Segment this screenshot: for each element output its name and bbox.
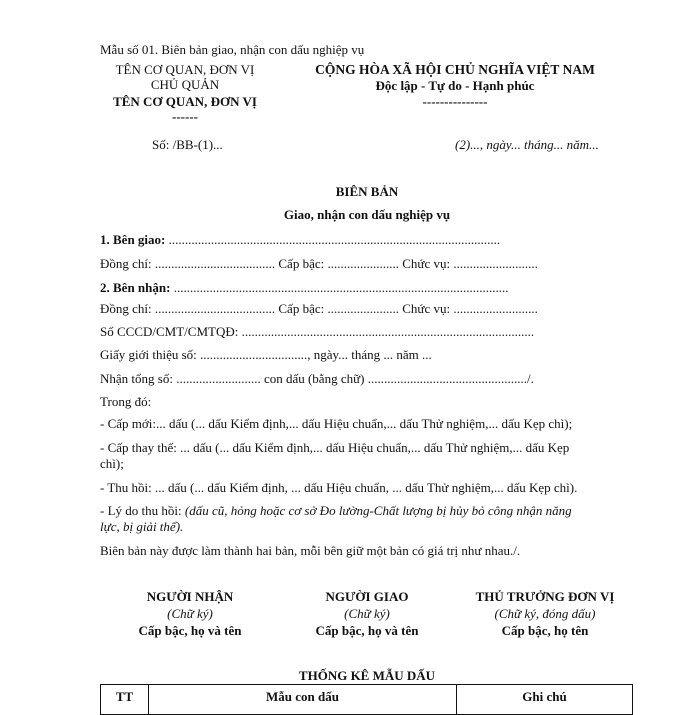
revoke-reason-line-2: lực, bị giải thể). (100, 519, 184, 534)
id-number-line: Số CCCD/CMT/CMTQĐ: .......................................................................................... (100, 324, 535, 339)
signature-giver (272, 588, 462, 639)
document-number: Số: /BB-(1)... (152, 137, 223, 152)
receiver-details: Đồng chí: ..................................... Cấp bậc: ...................... Chức vụ: .......................... (100, 301, 538, 316)
column-header-note: Ghi chú (457, 685, 633, 715)
motto-divider: --------------- (422, 94, 488, 109)
national-header (300, 62, 610, 110)
document-date: (2)..., ngày... tháng... năm... (455, 137, 599, 152)
revoke-reason-line-1 (100, 503, 572, 519)
country-name: CỘNG HÒA XÃ HỘI CHỦ NGHĨA VIỆT NAM (315, 62, 595, 77)
agency-name: TÊN CƠ QUAN, ĐƠN VỊ (113, 94, 257, 109)
section-receiver-dots: ....................................................................................................... (170, 280, 509, 295)
agency-header (95, 62, 275, 124)
stats-title: THỐNG KÊ MẪU DẤU (298, 668, 436, 683)
revoke-reason-text: (dấu cũ, hỏng hoặc cơ sở Đo lường-Chất lượng bị hủy bỏ công nhận năng (184, 503, 572, 518)
introduction-letter-line: Giấy giới thiệu số: ................................., ngày... tháng ... năm ... (100, 347, 432, 362)
column-header-index: TT (101, 685, 149, 715)
parent-agency-line2: CHỦ QUẢN (150, 77, 220, 92)
giver-details: Đồng chí: ..................................... Cấp bậc: ...................... Chức vụ: .......................... (100, 256, 538, 271)
replacement-line-1: - Cấp thay thế: ... dấu (... dấu Kiểm định,... dấu Hiệu chuẩn,... dấu Thử nghiệm,... dấu Kẹp (100, 440, 570, 455)
section-giver-dots: ...................................................................................................... (165, 232, 501, 247)
form-title: Mẫu số 01. Biên bản giao, nhận con dấu nghiệp vụ (100, 42, 365, 57)
among-label: Trong đó: (100, 394, 152, 409)
section-giver (100, 232, 500, 248)
signature-detail: Cấp bậc, họ và tên (315, 623, 419, 638)
signature-note: (Chữ ký) (167, 606, 213, 621)
signature-head (450, 588, 640, 639)
parent-agency-line1: TÊN CƠ QUAN, ĐƠN VỊ (115, 62, 255, 77)
section-receiver (100, 280, 508, 296)
signature-detail: Cấp bậc, họ và tên (138, 623, 242, 638)
revoke-line: - Thu hồi: ... dấu (... dấu Kiểm định, ... dấu Hiệu chuẩn, ... dấu Thử nghiệm,... dấu Kẹp chì). (100, 480, 578, 495)
closing-statement: Biên bản này được làm thành hai bản, mỗi bên giữ một bản có giá trị như nhau./. (100, 543, 521, 558)
national-motto: Độc lập - Tự do - Hạnh phúc (375, 78, 535, 93)
signature-note: (Chữ ký, đóng dấu) (494, 606, 596, 621)
column-header-seal: Mẫu con dấu (149, 685, 457, 715)
signature-role: NGƯỜI GIAO (325, 589, 409, 604)
signature-note: (Chữ ký) (344, 606, 390, 621)
section-giver-label: 1. Bên giao: (100, 232, 166, 247)
revoke-reason-label: - Lý do thu hồi: (100, 503, 185, 518)
document-subtitle: Giao, nhận con dấu nghiệp vụ (283, 207, 451, 222)
signature-role: THỦ TRƯỞNG ĐƠN VỊ (475, 589, 615, 604)
signature-detail: Cấp bậc, họ tên (501, 623, 589, 638)
document-title: BIÊN BẢN (335, 184, 399, 199)
replacement-line-2: chì); (100, 456, 124, 471)
signature-role: NGƯỜI NHẬN (146, 589, 234, 604)
signature-receiver (95, 588, 285, 639)
new-issue-line: - Cấp mới:... dấu (... dấu Kiểm định,... dấu Hiệu chuẩn,... dấu Thử nghiệm,... dấu Kẹp chì); (100, 416, 573, 431)
section-receiver-label: 2. Bên nhận: (100, 280, 171, 295)
total-received-line: Nhận tổng số: .......................... con dấu (bằng chữ) ................................................./. (100, 371, 534, 386)
agency-divider: ------ (172, 109, 198, 124)
